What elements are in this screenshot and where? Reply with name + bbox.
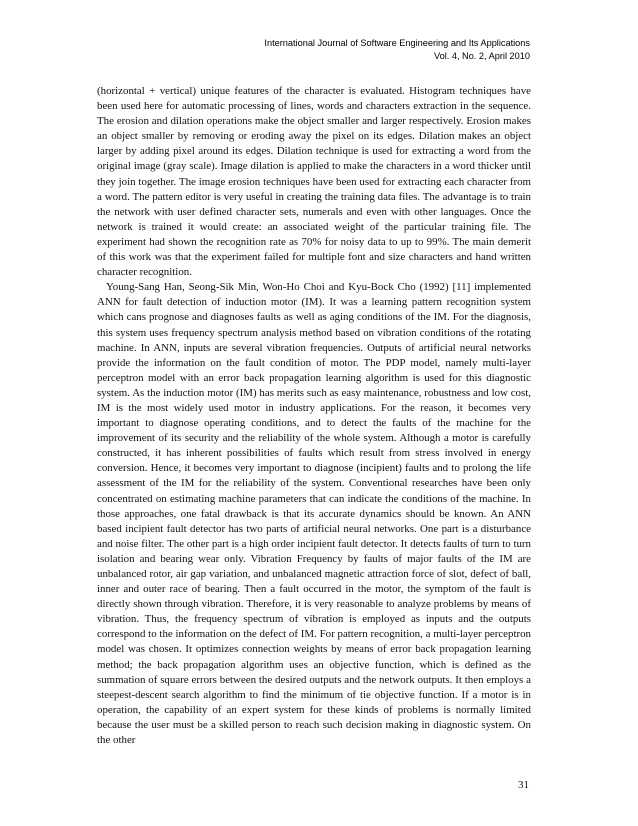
- paragraph: Young-Sang Han, Seong-Sik Min, Won-Ho Choi and Kyu-Bock Cho (1992) [11] implemented ANN for fault detection of induction motor (IM). It was a learning pattern recognition system which cans prognose and diagnoses faults as well as aging conditions of the IM. For the diagnosis, this system uses frequency spectrum analysis method based on vibration conditions of the rotating machine. In ANN, inputs are several vibration frequencies. Outputs of artificial neural networks provide the information on the fault condition of motor. The PDP model, namely multi-layer perceptron model with an error back propagation learning algorithm is used for this diagnostic system. As the induction motor (IM) has merits such as easy maintenance, robustness and low cost, IM is the most widely used motor in industry applications. For the reason, it becomes very important to diagnose operating conditions, and to detect the faults of the machine for the improvement of its security and the reliability of the whole system. Although a motor is carefully constructed, it has inherent possibilities of faults which result from stress involved in energy conversion. Hence, it becomes very important to diagnose (incipient) faults and to prolong the life assessment of the IM for the reliability of the system. Conventional researches have been only concentrated on estimating machine parameters that can indicate the conditions of the machine. In those approaches, one fatal drawback is that its accurate dynamics should be known. An ANN based incipient fault detector has two parts of artificial neural networks. One part is a disturbance and noise filter. The other part is a high order incipient fault detector. It detects faults of turn to turn isolation and bearing wear only. Vibration Frequency by faults of major faults of the IM are unbalanced rotor, air gap variation, and unbalanced magnetic attraction force of slot, defect of ball, inner and outer race of bearing. Then a fault occurred in the motor, the symptom of the fault is directly shown through vibration. Therefore, it is very reasonable to analyze problems by means of vibration. Thus, the frequency spectrum of vibration is employed as inputs and the outputs correspond to the information on the defect of IM. For pattern recognition, a multi-layer perceptron model was chosen. It optimizes connection weights by means of error back propagation learning method; the back propagation algorithm uses an objective function, which is defined as the summation of square errors between the desired outputs and the network outputs. It then employs a steepest-descent search algorithm to find the minimum of tie objective function. If a motor is in operation, the capability of an expert system for these kinds of problems is normally limited because the user must be a skilled person to reach such decision making in diagnostic system. On the other: [97, 281, 531, 747]
- journal-title: International Journal of Software Engineering and Its Applications: [264, 38, 530, 48]
- page-number: 31: [518, 779, 529, 791]
- paragraph: (horizontal + vertical) unique features of the character is evaluated. Histogram techniques have been used here for automatic processing of lines, words and characters extraction in the sequence. The erosion and dilation operations make the object smaller and larger respectively. Erosion makes an object smaller by removing or eroding away the pixel on its edges. Dilation makes an object larger by adding pixel around its edges. Dilation technique is used for extracting a word from the original image (gray scale). Image dilation is applied to make the characters in a word thicker until they join together. The image erosion techniques have been used for extracting each character from a word. The pattern editor is very useful in creating the training data files. The advantage is to train the network with user defined character sets, numerals and even with other languages. Once the network is trained it would create: an associated weight of the particular training file. The experiment had shown the recognition rate as 70% for noisy data to up to 99%. The main demerit of this work was that the experiment failed for multiple font and size characters and hand written character recognition.: [97, 85, 531, 279]
- running-header: [264, 37, 530, 62]
- body-text: [97, 84, 531, 748]
- volume-issue: Vol. 4, No. 2, April 2010: [433, 50, 530, 61]
